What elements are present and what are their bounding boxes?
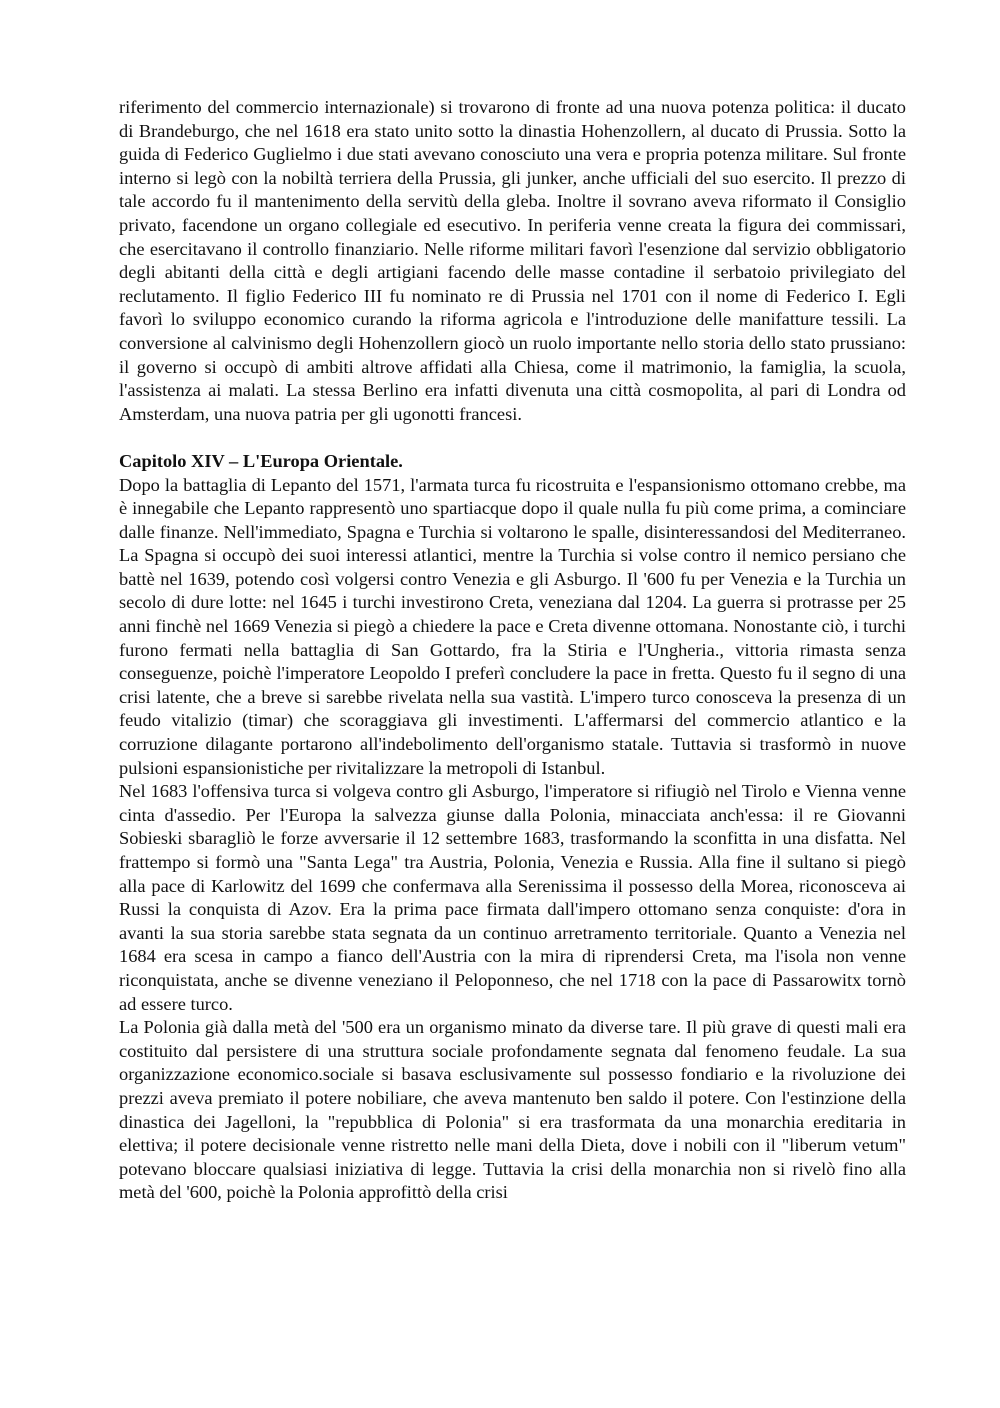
document-page (119, 96, 906, 1205)
intro-paragraph: riferimento del commercio internazionale) si trovarono di fronte ad una nuova potenza politica: il ducato di Brandeburgo, che nel 1618 era stato unito sotto la dinastia Hohenzollern, al ducato di Prussia. Sotto la guida di Federico Guglielmo i due stati avevano conosciuto una vera e propria potenza militare. Sul fronte interno si legò con la nobiltà terriera della Prussia, gli junker, anche ufficiali del suo esercito. Il prezzo di tale accordo fu il mantenimento della servitù della gleba. Inoltre il sovrano aveva riformato il Consiglio privato, facendone un organo collegiale ed esecutivo. In periferia venne creata la figura dei commissari, che esercitavano il controllo finanziario. Nelle riforme militari favorì l'esenzione dal servizio obbligatorio degli abitanti della città e degli artigiani facendo delle masse contadine il serbatoio privilegiato del reclutamento. Il figlio Federico III fu nominato re di Prussia nel 1701 con il nome di Federico I. Egli favorì lo sviluppo economico curando la riforma agricola e l'introduzione delle manifatture tessili. La conversione al calvinismo degli Hohenzollern giocò un ruolo importante nello storia dello stato prussiano: il governo si occupò di ambiti altrove affidati alla Chiesa, come il matrimonio, la famiglia, la scuola, l'assistenza ai malati. La stessa Berlino era infatti divenuta una città cosmopolita, al pari di Londra od Amsterdam, una nuova patria per gli ugonotti francesi. (119, 97, 906, 424)
paragraph-vienna-siege: Nel 1683 l'offensiva turca si volgeva contro gli Asburgo, l'imperatore si rifiugiò nel Tirolo e Vienna venne cinta d'assedio. Per l'Europa la salvezza giunse dalla Polonia, minacciata anch'essa: il re Giovanni Sobieski sbaragliò le forze avversarie il 12 settembre 1683, trasformando la sconfitta in una disfatta. Nel frattempo si formò una "Santa Lega" tra Austria, Polonia, Venezia e Russia. Alla fine il sultano si piegò alla pace di Karlowitz del 1699 che confermava alla Serenissima il possesso della Morea, riconosceva ai Russi la conquista di Azov. Era la prima pace firmata dall'impero ottomano senza conquiste: d'ora in avanti la sua storia sarebbe stata segnata da un continuo arretramento territoriale. Quanto a Venezia nel 1684 era scesa in campo a fianco dell'Austria con la mira di riprendersi Creta, ma l'isola non venne riconquistata, anche se divenne veneziano il Peloponneso, che nel 1718 con la pace di Passarowitx tornò ad essere turco. (119, 781, 906, 1014)
chapter-heading: Capitolo XIV – L'Europa Orientale. (119, 450, 403, 471)
paragraph-polonia: La Polonia già dalla metà del '500 era un organismo minato da diverse tare. Il più grave di questi mali era costituito dal persistere di una struttura sociale profondamente segnata dal fenomeno feudale. La sua organizzazione economico.sociale si basava esclusivamente sul possesso fondiario e la rivoluzione dei prezzi aveva premiato il potere nobiliare, che aveva mantenuto ben saldo il potere. Con l'estinzione della dinastica dei Jagelloni, la "repubblica di Polonia" si era trasformata da una monarchia ereditaria in elettiva; il potere decisionale venne ristretto nelle mani della Dieta, dove i nobili con il "liberum vetum" potevano bloccare qualsiasi iniziativa di legge. Tuttavia la crisi della monarchia non si rivelò fino alla metà del '600, poichè la Polonia approfittò della crisi (119, 1017, 906, 1203)
paragraph-lepanto: Dopo la battaglia di Lepanto del 1571, l'armata turca fu ricostruita e l'espansionismo ottomano crebbe, ma è innegabile che Lepanto rappresentò uno spartiacque dopo il quale nulla fu più come prima, a cominciare dalle finanze. Nell'immediato, Spagna e Turchia si voltarono le spalle, disinteressandosi del Mediterraneo. La Spagna si occupò dei suoi interessi atlantici, mentre la Turchia si volse contro il nemico persiano che battè nel 1639, potendo così volgersi contro Venezia e gli Asburgo. Il '600 fu per Venezia e la Turchia un secolo di dure lotte: nel 1645 i turchi investirono Creta, veneziana dal 1204. La guerra si protrasse per 25 anni finchè nel 1669 Venezia si piegò a chiedere la pace e Creta divenne ottomana. Nonostante ciò, i turchi furono fermati nella battaglia di San Gottardo, fra la Stiria e l'Ungheria., vittoria rimasta senza conseguenze, poichè l'imperatore Leopoldo I preferì concludere la pace in fretta. Questo fu il segno di una crisi latente, che a breve si sarebbe rivelata nella sua vastità. L'impero turco conosceva la presenza di un feudo vitalizio (timar) che scoraggiava gli investimenti. L'affermarsi del commercio atlantico e la corruzione dilagante portarono all'indebolimento dell'organismo statale. Tuttavia si trasformò in nuove pulsioni espansionistiche per rivitalizzare la metropoli di Istanbul. (119, 474, 906, 778)
